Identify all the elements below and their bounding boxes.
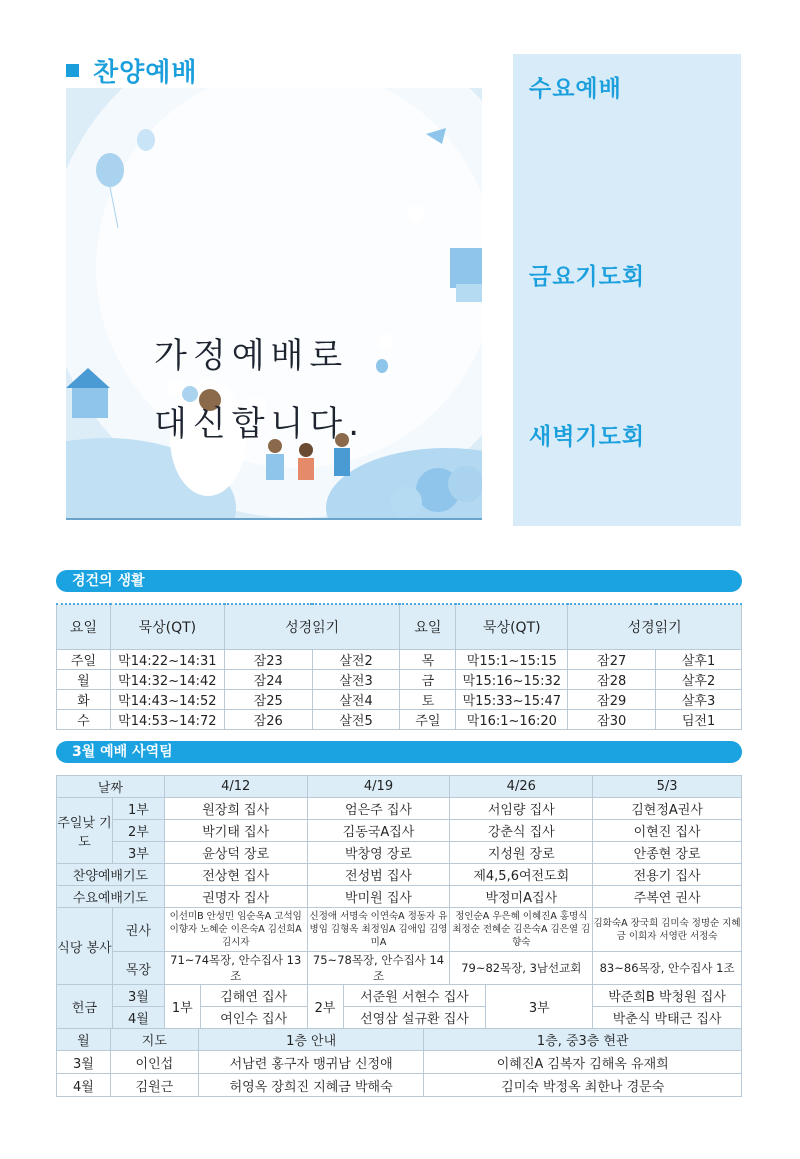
worship-illustration [66, 88, 482, 520]
cell: 금 [400, 669, 456, 689]
cell: 막15:33~15:47 [456, 689, 568, 709]
table-row [57, 864, 742, 886]
cell: 3월 [57, 1051, 111, 1074]
cell: 엄은주 집사 [307, 798, 450, 820]
dawn-prayer-label: 새벽기도회 [529, 424, 646, 450]
cell: 신정애 서명숙 이연숙A 정동자 유병임 김형옥 최정임A 김애입 김영미A [307, 908, 450, 952]
cell: 김현정A권사 [593, 798, 742, 820]
cell: 막14:43~14:52 [110, 689, 224, 709]
cell: 막15:16~15:32 [456, 669, 568, 689]
date-cell: 5/3 [593, 776, 742, 798]
cell: 살전5 [312, 709, 400, 729]
part-label: 3부 [112, 842, 164, 864]
header-entrance: 1층, 중3층 현관 [424, 1029, 742, 1051]
cell: 화 [57, 689, 111, 709]
sunday-prayer-label: 주일낮 기도 [57, 798, 113, 864]
header-floor1: 1층 안내 [198, 1029, 424, 1051]
cell: 이현진 집사 [593, 820, 742, 842]
part-label: 1부 [164, 985, 200, 1029]
cell: 잠27 [568, 649, 656, 669]
table-row [57, 669, 742, 689]
date-row [57, 776, 742, 798]
part-label: 3부 [486, 985, 593, 1029]
other-services-panel [513, 54, 741, 526]
cell: 안종현 장로 [593, 842, 742, 864]
cell: 살전4 [312, 689, 400, 709]
cell: 잠29 [568, 689, 656, 709]
cell: 여인수 집사 [200, 1007, 307, 1029]
illustration-graphic [66, 88, 482, 520]
table-row [57, 952, 742, 985]
cell: 토 [400, 689, 456, 709]
cell: 서임량 집사 [450, 798, 593, 820]
table-row [57, 1051, 742, 1074]
cell: 허영옥 장희진 지혜금 박해숙 [198, 1074, 424, 1097]
cell: 막14:22~14:31 [110, 649, 224, 669]
square-bullet-icon [66, 64, 79, 77]
worship-title: 찬양예배 [93, 58, 198, 88]
table-row [57, 649, 742, 669]
cell: 강춘식 집사 [450, 820, 593, 842]
cell: 박미원 집사 [307, 886, 450, 908]
guide-table [56, 1028, 742, 1097]
cell: 83~86목장, 안수집사 1조 [593, 952, 742, 985]
cell: 잠25 [224, 689, 312, 709]
part-label: 2부 [112, 820, 164, 842]
cell: 원장희 집사 [164, 798, 307, 820]
header-reading: 성경읽기 [224, 604, 400, 649]
message-line-1: 가정예배로 [154, 336, 349, 376]
date-label: 날짜 [57, 776, 165, 798]
table-row [57, 908, 742, 952]
cell: 75~78목장, 안수집사 14조 [307, 952, 450, 985]
table-row [57, 985, 742, 1007]
message-line-2: 대신합니다. [154, 404, 366, 444]
cell: 정인순A 우은혜 이혜진A 홍명식 최정순 전혜순 김은숙A 김은열 김향숙 [450, 908, 593, 952]
cell: 살후3 [656, 689, 742, 709]
cell: 김동국A집사 [307, 820, 450, 842]
table-row [57, 1074, 742, 1097]
praise-prayer-label: 찬양예배기도 [57, 864, 165, 886]
cell: 살후2 [656, 669, 742, 689]
cell: 주일 [57, 649, 111, 669]
cell: 잠24 [224, 669, 312, 689]
cell: 박창영 장로 [307, 842, 450, 864]
cell: 서준원 서현수 집사 [343, 985, 486, 1007]
cell: 주복연 권사 [593, 886, 742, 908]
cell: 잠28 [568, 669, 656, 689]
cell: 권명자 집사 [164, 886, 307, 908]
month-label: 4월 [112, 1007, 164, 1029]
cell: 4월 [57, 1074, 111, 1097]
table-row [57, 842, 742, 864]
guide-header-row [57, 1029, 742, 1051]
devotion-table [56, 603, 742, 730]
table-row [57, 820, 742, 842]
cell: 잠23 [224, 649, 312, 669]
cell: 제4,5,6여전도회 [450, 864, 593, 886]
pastor-label: 목장 [112, 952, 164, 985]
table-row [57, 689, 742, 709]
cell: 박정미A집사 [450, 886, 593, 908]
cell: 잠30 [568, 709, 656, 729]
table-row [57, 1007, 742, 1029]
service-team-section-bar: 3월 예배 사역팀 [56, 741, 742, 763]
header-qt: 묵상(QT) [110, 604, 224, 649]
cell: 잠26 [224, 709, 312, 729]
date-cell: 4/19 [307, 776, 450, 798]
date-cell: 4/12 [164, 776, 307, 798]
cell: 수 [57, 709, 111, 729]
cell: 서남련 홍구자 맹귀남 신정애 [198, 1051, 424, 1074]
part-label: 2부 [307, 985, 343, 1029]
date-cell: 4/26 [450, 776, 593, 798]
cell: 막14:32~14:42 [110, 669, 224, 689]
wednesday-service-label: 수요예배 [529, 76, 622, 102]
cell: 이인섭 [110, 1051, 198, 1074]
header-month: 월 [57, 1029, 111, 1051]
header-reading-2: 성경읽기 [568, 604, 742, 649]
cell: 윤상덕 장로 [164, 842, 307, 864]
cell: 주일 [400, 709, 456, 729]
devotion-section-bar: 경건의 생활 [56, 570, 742, 592]
offering-label: 헌금 [57, 985, 113, 1029]
cell: 지성원 장로 [450, 842, 593, 864]
cell: 이혜진A 김복자 김해옥 유재희 [424, 1051, 742, 1074]
wednesday-prayer-label: 수요예배기도 [57, 886, 165, 908]
deacon-label: 권사 [112, 908, 164, 952]
friday-prayer-label: 금요기도회 [529, 264, 646, 290]
table-row [57, 886, 742, 908]
cell: 막16:1~16:20 [456, 709, 568, 729]
cell: 월 [57, 669, 111, 689]
worship-header [66, 52, 197, 89]
cell: 살후1 [656, 649, 742, 669]
cell: 박준희B 박청원 집사 [593, 985, 742, 1007]
cell: 79~82목장, 3남선교회 [450, 952, 593, 985]
header-guide: 지도 [110, 1029, 198, 1051]
table-row [57, 709, 742, 729]
header-day-2: 요일 [400, 604, 456, 649]
part-label: 1부 [112, 798, 164, 820]
cell: 김미숙 박정옥 최한나 경문숙 [424, 1074, 742, 1097]
cell: 김화숙A 장국희 김미숙 정명순 지혜금 이희자 서영란 서정숙 [593, 908, 742, 952]
cell: 살전2 [312, 649, 400, 669]
cell: 전용기 집사 [593, 864, 742, 886]
header-day: 요일 [57, 604, 111, 649]
cell: 살전3 [312, 669, 400, 689]
cell: 막15:1~15:15 [456, 649, 568, 669]
cell: 박기태 집사 [164, 820, 307, 842]
cell: 김해연 집사 [200, 985, 307, 1007]
cell: 막14:53~14:72 [110, 709, 224, 729]
service-team-table [56, 775, 742, 1029]
cell: 목 [400, 649, 456, 669]
cell: 박춘식 박태근 집사 [593, 1007, 742, 1029]
header-qt-2: 묵상(QT) [456, 604, 568, 649]
cell: 선영삼 설규환 집사 [343, 1007, 486, 1029]
dining-service-label: 식당 봉사 [57, 908, 113, 985]
month-label: 3월 [112, 985, 164, 1007]
cell: 전상현 집사 [164, 864, 307, 886]
devotion-header-row [57, 604, 742, 649]
table-row [57, 798, 742, 820]
cell: 71~74목장, 안수집사 13조 [164, 952, 307, 985]
cell: 김원근 [110, 1074, 198, 1097]
cell: 딤전1 [656, 709, 742, 729]
cell: 전성범 집사 [307, 864, 450, 886]
cell: 이선미B 안성민 임순옥A 고석임 이향자 노혜순 이은숙A 김선희A 김시자 [164, 908, 307, 952]
